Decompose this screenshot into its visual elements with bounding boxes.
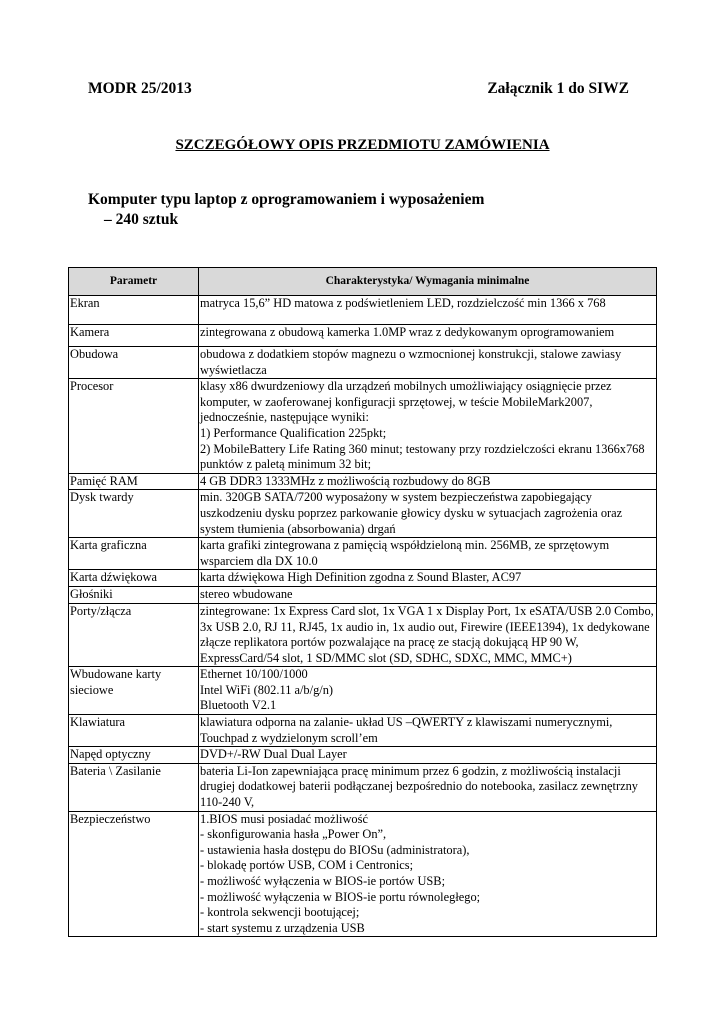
row-requirement: bateria Li-Ion zapewniająca pracę minimum przez 6 godzin, z możliwością instalacji drugiej dodatkowej baterii podłączanej bezpośrednio do notebooka, zasilacz zewnętrzny 110-240 V,	[199, 763, 657, 811]
row-requirement: karta dźwiękowa High Definition zgodna z Sound Blaster, AC97	[199, 570, 657, 587]
table-row	[69, 490, 657, 538]
row-requirement: klasy x86 dwurdzeniowy dla urządzeń mobilnych umożliwiający osiągnięcie przez komputer, w zaoferowanej konfiguracji sprzętowej, w teście MobileMark2007, jednocześnie, następujące wyniki: 1) Performance Qualification 225pkt; 2) MobileBattery Life Rating 360 minut; testowany przy rozdzielczości ekranu 1366x768 punktów z paletą minimum 32 bit;	[199, 379, 657, 474]
table-row	[69, 379, 657, 474]
row-requirement: zintegrowane: 1x Express Card slot, 1x VGA 1 x Display Port, 1x eSATA/USB 2.0 Combo, 3x USB 2.0, RJ 11, RJ45, 1x audio in, 1x audio out, Firewire (IEEE1394), 1x dedykowane złącze replikatora portów pozwalające na pracę ze stacją dokującą HP 90 W, ExpressCard/54 slot, 1 SD/MMC slot (SD, SDHC, SDXC, MMC, MMC+)	[199, 603, 657, 666]
specification-table	[68, 267, 657, 937]
row-requirement: Ethernet 10/100/1000 Intel WiFi (802.11 a/b/g/n) Bluetooth V2.1	[199, 667, 657, 715]
row-requirement: 4 GB DDR3 1333MHz z możliwością rozbudowy do 8GB	[199, 473, 657, 490]
row-requirement: obudowa z dodatkiem stopów magnezu o wzmocnionej konstrukcji, stalowe zawiasy wyświetlacza	[199, 347, 657, 379]
table-row	[69, 715, 657, 747]
table-row	[69, 747, 657, 764]
row-requirement: klawiatura odporna na zalanie- układ US –QWERTY z klawiszami numerycznymi, Touchpad z wydzielonym scroll’em	[199, 715, 657, 747]
document-reference: MODR 25/2013	[88, 80, 192, 97]
row-parameter: Klawiatura	[69, 715, 199, 747]
row-requirement: zintegrowana z obudową kamerka 1.0MP wraz z dedykowanym oprogramowaniem	[199, 325, 657, 347]
row-parameter: Bezpieczeństwo	[69, 811, 199, 937]
document-title	[0, 137, 725, 154]
table-row	[69, 538, 657, 570]
table-row	[69, 325, 657, 347]
row-parameter: Pamięć RAM	[69, 473, 199, 490]
table-row	[69, 763, 657, 811]
row-requirement: stereo wbudowane	[199, 586, 657, 603]
document-title-text: SZCZEGÓŁOWY OPIS PRZEDMIOTU ZAMÓWIENIA	[175, 137, 550, 153]
row-parameter: Napęd optyczny	[69, 747, 199, 764]
product-heading-line1: Komputer typu laptop z oprogramowaniem i wyposażeniem	[88, 191, 485, 208]
row-parameter: Porty/złącza	[69, 603, 199, 666]
table-header-row	[69, 268, 657, 296]
table-row	[69, 473, 657, 490]
row-parameter: Karta graficzna	[69, 538, 199, 570]
row-requirement: DVD+/-RW Dual Dual Layer	[199, 747, 657, 764]
table-row	[69, 603, 657, 666]
row-parameter: Wbudowane karty sieciowe	[69, 667, 199, 715]
row-requirement: 1.BIOS musi posiadać możliwość - skonfigurowania hasła „Power On”, - ustawienia hasła dostępu do BIOSu (administratora), - blokadę portów USB, COM i Centronics; - możliwość wyłączenia w BIOS-ie portów USB; - możliwość wyłączenia w BIOS-ie portu równoległego; - kontrola sekwencji bootującej; - start systemu z urządzenia USB	[199, 811, 657, 937]
table-row	[69, 667, 657, 715]
table-row	[69, 570, 657, 587]
column-header-parametr: Parametr	[69, 268, 199, 296]
row-parameter: Karta dźwiękowa	[69, 570, 199, 587]
table-row	[69, 347, 657, 379]
attachment-label: Załącznik 1 do SIWZ	[487, 80, 629, 97]
row-parameter: Bateria \ Zasilanie	[69, 763, 199, 811]
row-parameter: Głośniki	[69, 586, 199, 603]
row-requirement: karta grafiki zintegrowana z pamięcią współdzieloną min. 256MB, ze sprzętowym wsparciem dla DX 10.0	[199, 538, 657, 570]
row-requirement: matryca 15,6” HD matowa z podświetleniem LED, rozdzielczość min 1366 x 768	[199, 296, 657, 325]
row-parameter: Kamera	[69, 325, 199, 347]
row-requirement: min. 320GB SATA/7200 wyposażony w system bezpieczeństwa zapobiegający uszkodzeniu dysku poprzez parkowanie głowicy dysku w sytuacjach zagrożenia oraz system tłumienia (absorbowania) drgań	[199, 490, 657, 538]
product-heading-quantity: – 240 sztuk	[104, 211, 179, 228]
row-parameter: Dysk twardy	[69, 490, 199, 538]
table-row	[69, 586, 657, 603]
row-parameter: Procesor	[69, 379, 199, 474]
table-row	[69, 296, 657, 325]
column-header-requirements: Charakterystyka/ Wymagania minimalne	[199, 268, 657, 296]
product-heading	[88, 190, 608, 230]
table-row	[69, 811, 657, 937]
row-parameter: Obudowa	[69, 347, 199, 379]
row-parameter: Ekran	[69, 296, 199, 325]
